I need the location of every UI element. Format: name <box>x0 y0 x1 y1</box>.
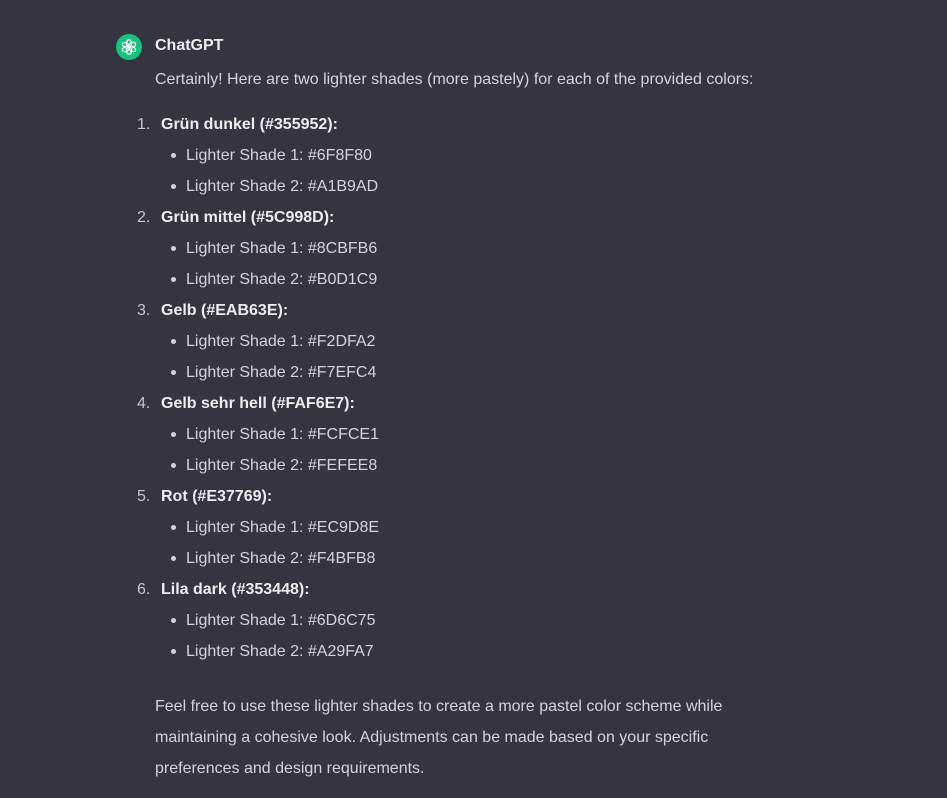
shade-item <box>155 357 855 388</box>
shade-list <box>155 233 855 295</box>
list-number: 6. <box>137 581 151 598</box>
shade-text: Lighter Shade 1: #6F8F80 <box>186 147 372 164</box>
shade-text: Lighter Shade 2: #FEFEE8 <box>186 457 378 474</box>
shade-item <box>155 233 855 264</box>
shade-item <box>155 450 855 481</box>
color-list-item <box>137 109 855 202</box>
shade-item <box>155 636 855 667</box>
list-number: 5. <box>137 488 151 505</box>
shade-text: Lighter Shade 1: #8CBFB6 <box>186 240 378 257</box>
color-list <box>137 109 855 667</box>
shade-item <box>155 543 855 574</box>
bullet-icon <box>171 525 176 530</box>
shade-text: Lighter Shade 2: #A1B9AD <box>186 178 379 195</box>
shade-item <box>155 171 855 202</box>
shade-item <box>155 512 855 543</box>
shade-item <box>155 605 855 636</box>
bullet-icon <box>171 184 176 189</box>
bullet-icon <box>171 556 176 561</box>
color-heading <box>137 109 855 140</box>
shade-text: Lighter Shade 2: #A29FA7 <box>186 643 374 660</box>
color-heading <box>137 574 855 605</box>
shade-list <box>155 512 855 574</box>
color-name: Gelb sehr hell (#FAF6E7): <box>161 395 355 412</box>
list-number: 3. <box>137 302 151 319</box>
intro-text: Certainly! Here are two lighter shades (more pastely) for each of the provided colors: <box>155 71 754 88</box>
shade-text: Lighter Shade 2: #F4BFB8 <box>186 550 376 567</box>
shade-item <box>155 264 855 295</box>
shade-list <box>155 605 855 667</box>
chatgpt-avatar <box>116 34 142 60</box>
color-list-item <box>137 481 855 574</box>
bullet-icon <box>171 432 176 437</box>
color-list-item <box>137 202 855 295</box>
bullet-icon <box>171 339 176 344</box>
color-heading <box>137 202 855 233</box>
color-name: Grün mittel (#5C998D): <box>161 209 335 226</box>
list-number: 4. <box>137 395 151 412</box>
shade-text: Lighter Shade 1: #6D6C75 <box>186 612 376 629</box>
shade-item <box>155 326 855 357</box>
shade-text: Lighter Shade 1: #F2DFA2 <box>186 333 376 350</box>
color-name: Gelb (#EAB63E): <box>161 302 289 319</box>
bullet-icon <box>171 246 176 251</box>
bullet-icon <box>171 370 176 375</box>
message-content <box>137 64 855 784</box>
bullet-icon <box>171 649 176 654</box>
color-list-item <box>137 388 855 481</box>
list-number: 2. <box>137 209 151 226</box>
color-name: Grün dunkel (#355952): <box>161 116 338 133</box>
bullet-icon <box>171 153 176 158</box>
shade-item <box>155 140 855 171</box>
color-heading <box>137 295 855 326</box>
color-name: Lila dark (#353448): <box>161 581 310 598</box>
shade-list <box>155 419 855 481</box>
bullet-icon <box>171 618 176 623</box>
shade-text: Lighter Shade 2: #F7EFC4 <box>186 364 377 381</box>
shade-text: Lighter Shade 1: #FCFCE1 <box>186 426 379 443</box>
shade-text: Lighter Shade 1: #EC9D8E <box>186 519 380 536</box>
color-list-item <box>137 574 855 667</box>
color-heading <box>137 481 855 512</box>
shade-list <box>155 326 855 388</box>
outro-text: Feel free to use these lighter shades to create a more pastel color scheme while maintaining a cohesive look. Adjustments can be made based on your specific preferences and design requirements. <box>155 698 723 777</box>
bullet-icon <box>171 277 176 282</box>
shade-item <box>155 419 855 450</box>
openai-logo-icon <box>120 38 138 56</box>
shade-text: Lighter Shade 2: #B0D1C9 <box>186 271 378 288</box>
shade-list <box>155 140 855 202</box>
color-name: Rot (#E37769): <box>161 488 273 505</box>
color-list-item <box>137 295 855 388</box>
list-number: 1. <box>137 116 151 133</box>
color-heading <box>137 388 855 419</box>
sender-name: ChatGPT <box>155 37 224 54</box>
bullet-icon <box>171 463 176 468</box>
